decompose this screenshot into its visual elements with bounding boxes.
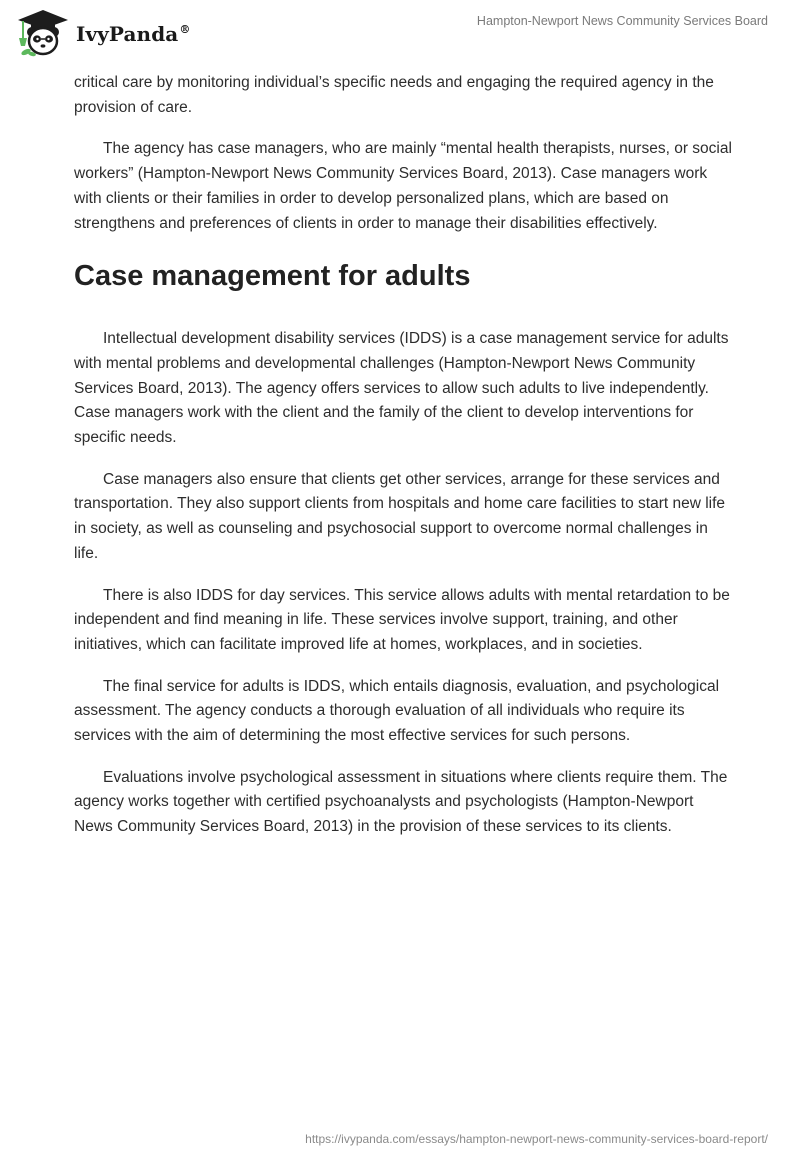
document-title: Hampton-Newport News Community Services Board — [476, 14, 768, 28]
registered-mark: ® — [179, 23, 191, 37]
source-url-link[interactable]: https://ivypanda.com/essays/hampton-newport-news-community-services-board-report/ — [305, 1132, 768, 1146]
paragraph-final-service: The final service for adults is IDDS, which entails diagnosis, evaluation, and psychological assessment. The agency conducts a thorough evaluation of all individuals who require its services with the aim of determining the most effective services for such persons. — [74, 677, 720, 745]
paragraph-idds-intro: Intellectual development disability services (IDDS) is a case management service for adults with mental problems and developmental challenges (Hampton-Newport News Community Services Board, 2013). The agency offers services to allow such adults to live independently. Case managers work with the client and the family of the client to develop interventions for specific needs. — [74, 330, 729, 447]
essay-body — [74, 71, 734, 857]
ivypanda-logo[interactable] — [16, 8, 190, 58]
paragraph-evaluations: Evaluations involve psychological assessment in situations where clients require them. The agency works together with certified psychoanalysts and psychologists (Hampton-Newport News Community Services Board, 2013) in the provision of these services to its clients. — [74, 768, 728, 836]
paragraph-continued: critical care by monitoring individual’s specific needs and engaging the required agency in the provision of care. — [74, 74, 714, 116]
logo-wordmark: IvyPanda® — [76, 22, 191, 46]
panda-graduate-icon — [16, 8, 70, 58]
paragraph-other-services: Case managers also ensure that clients get other services, arrange for these services and transportation. They also support clients from hospitals and home care facilities to start new life in society, as well as counseling and psychosocial support to overcome normal challenges in life. — [74, 470, 726, 562]
section-heading: Case management for adults — [74, 260, 471, 293]
paragraph-case-managers: The agency has case managers, who are mainly “mental health therapists, nurses, or social workers” (Hampton-Newport News Community Services Board, 2013). Case managers work with clients or their families in order to develop personalized plans, which are based on strengthens and preferences of clients in order to manage their disabilities effectively. — [74, 140, 732, 232]
paragraph-day-services: There is also IDDS for day services. This service allows adults with mental retardation to be independent and find meaning in life. These services involve support, training, and other initiatives, which can facilitate improved life at homes, workplaces, and in societies. — [74, 586, 730, 653]
page-header — [0, 0, 800, 70]
